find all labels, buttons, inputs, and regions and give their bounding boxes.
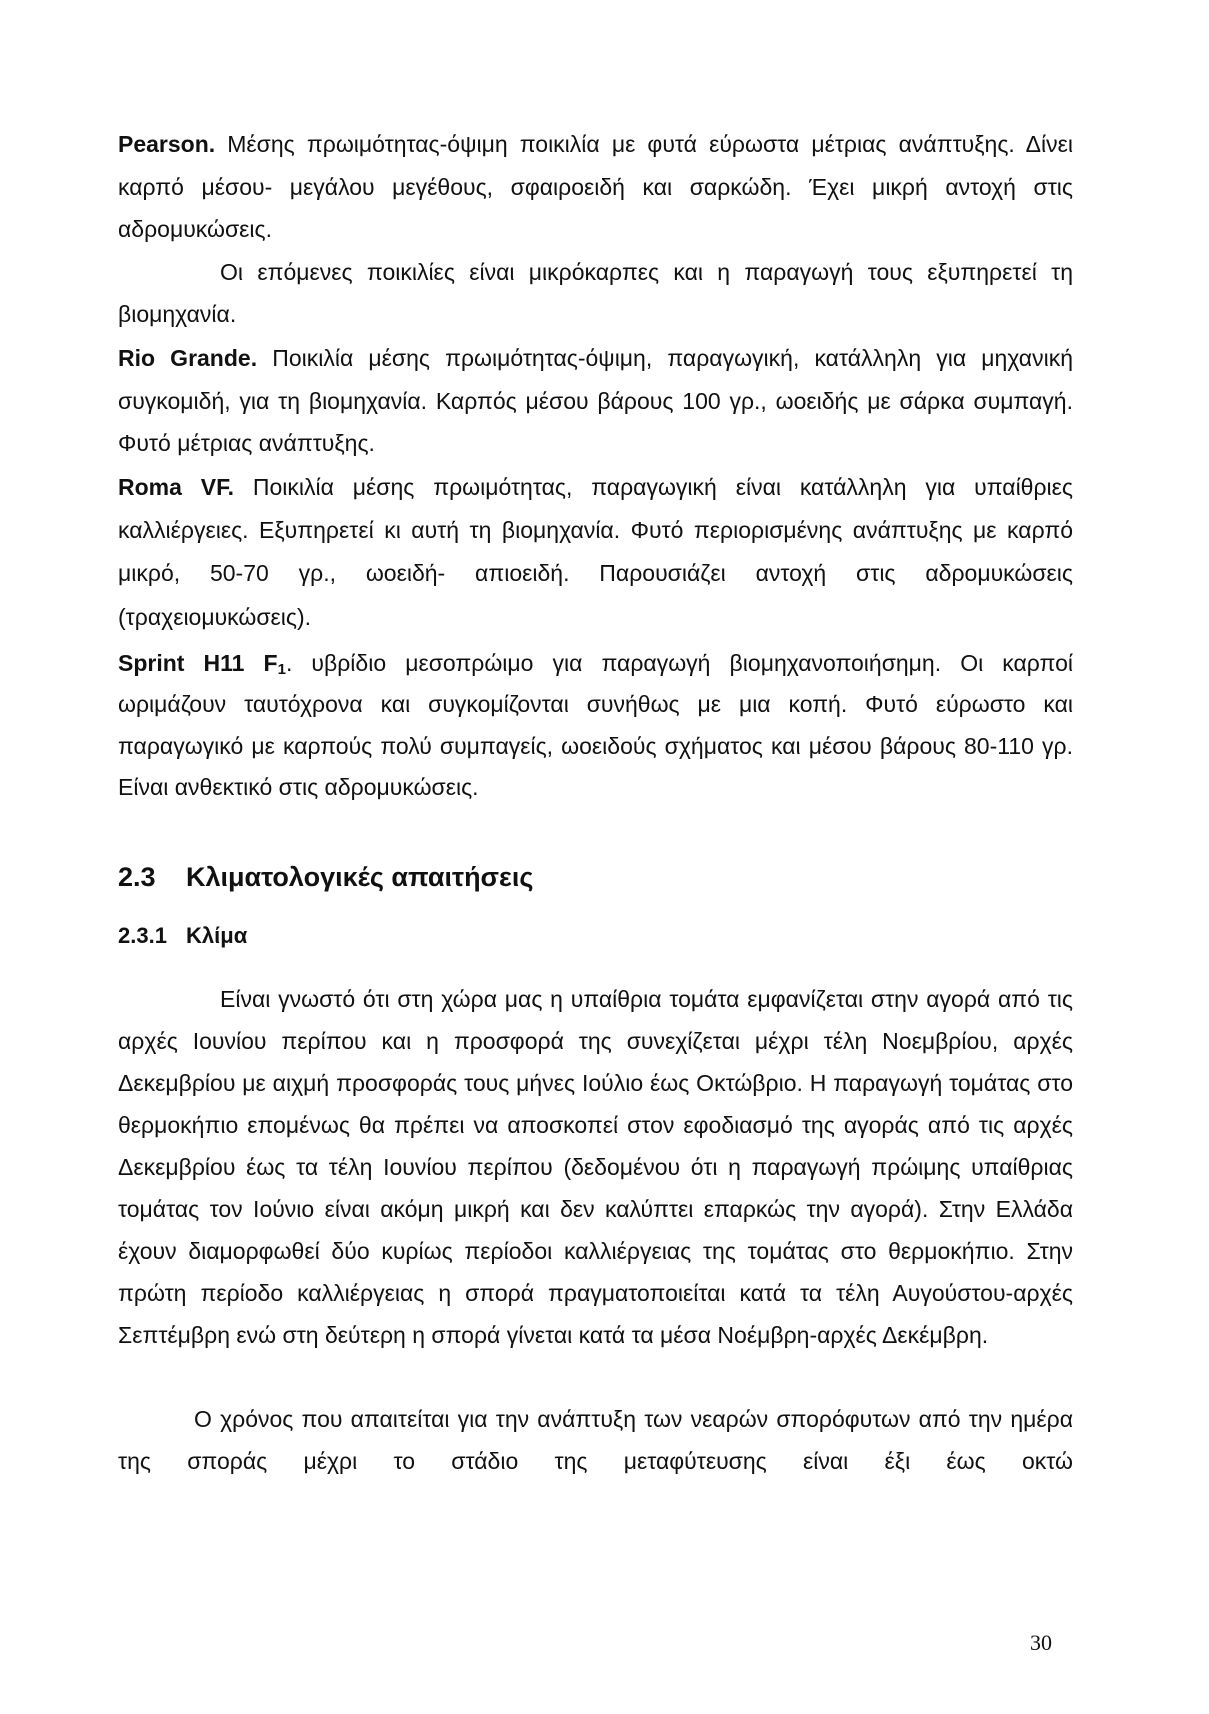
section-heading (118, 862, 533, 893)
intro-paragraph (118, 251, 1073, 336)
variety-name: Rio Grande. (118, 345, 258, 371)
variety-name: Roma VF. (118, 474, 235, 500)
seedling-paragraph (118, 1398, 1073, 1482)
variety-rio-grande (118, 337, 1073, 465)
page-number: 30 (1030, 1630, 1052, 1655)
subsection-heading (118, 923, 247, 949)
subsection-number: 2.3.1 (118, 923, 167, 948)
subsection-title: Κλίμα (186, 923, 248, 948)
climate-text: Είναι γνωστό ότι στη χώρα μας η υπαίθρια τομάτα εμφανίζεται στην αγορά από τις αρχές Ιουνίου περίπου και η προσφορά της συνεχίζεται μέχρι τέλη Νοεμβρίου, αρχές Δεκεμβρίου με αιχμή προσφοράς τους μήνες Ιούλιο έως Οκτώβριο. Η παραγωγή τομάτας στο θερμοκήπιο επομένως θα πρέπει να αποσκοπεί στον εφοδιασμό της αγοράς από τις αρχές Δεκεμβρίου έως τα τέλη Ιουνίου περίπου (δεδομένου ότι η παραγωγή πρώιμης υπαίθριας τομάτας τον Ιούνιο είναι ακόμη μικρή και δεν καλύπτει επαρκώς την αγορά). Στην Ελλάδα έχουν διαμορφωθεί δύο κυρίως περίοδοι καλλιέργειας της τομάτας στο θερμοκήπιο. Στην πρώτη περίοδο καλλιέργειας η σπορά πραγματοποιείται κατά τα τέλη Αυγούστου-αρχές Σεπτέμβρη ενώ στη δεύτερη η σπορά γίνεται κατά τα μέσα Νοέμβρη-αρχές Δεκέμβρη. (118, 986, 1073, 1348)
variety-name: Pearson. (118, 131, 216, 157)
section-title: Κλιματολογικές απαιτήσεις (186, 862, 534, 892)
variety-description: Μέσης πρωιμότητας-όψιμη ποικιλία με φυτά εύρωστα μέτριας ανάπτυξης. Δίνει καρπό μέσου- μεγάλου μεγέθους, σφαιροειδή και σαρκώδη. Έχει μικρή αντοχή στις αδρομυκώσεις. (118, 131, 1073, 243)
section-number: 2.3 (118, 862, 156, 892)
intro-text: Οι επόμενες ποικιλίες είναι μικρόκαρπες και η παραγωγή τους εξυπηρετεί τη βιομηχανία. (118, 259, 1073, 328)
variety-description: Ποικιλία μέσης πρωιμότητας, παραγωγική είναι κατάλληλη για υπαίθριες καλλιέργειες. Εξυπηρετεί κι αυτή τη βιομηχανία. Φυτό περιορισμένης ανάπτυξης με καρπό μικρό, 50-70 γρ., ωοειδή- απιοειδή. Παρουσιάζει αντοχή στις αδρομυκώσεις (τραχειομυκώσεις). (118, 474, 1073, 630)
variety-name: Sprint H11 $F_1$ (118, 650, 286, 678)
variety-description: Ποικιλία μέσης πρωιμότητας-όψιμη, παραγωγική, κατάλληλη για μηχανική συγκομιδή, για τη βιομηχανία. Καρπός μέσου βάρους 100 γρ., ωοειδής με σάρκα συμπαγή. Φυτό μέτριας ανάπτυξης. (118, 345, 1073, 456)
variety-sprint (118, 643, 1073, 808)
variety-pearson (118, 123, 1073, 251)
variety-roma (118, 466, 1073, 639)
variety-description: . υβρίδιο μεσοπρώιμο για παραγωγή βιομηχανοποιήσημη. Οι καρποί ωριμάζουν ταυτόχρονα και συγκομίζονται συνήθως με μια κοπή. Φυτό εύρωστο και παραγωγικό με καρπούς πολύ συμπαγείς, ωοειδούς σχήματος και μέσου βάρους 80-110 γρ. Είναι ανθεκτικό στις αδρομυκώσεις. (118, 650, 1073, 800)
seedling-text: Ο χρόνος που απαιτείται για την ανάπτυξη των νεαρών σπορόφυτων από την ημέρα της σποράς μέχρι το στάδιο της μεταφύτευσης είναι έξι έως οκτώ (118, 1406, 1073, 1474)
climate-paragraph (118, 978, 1073, 1356)
